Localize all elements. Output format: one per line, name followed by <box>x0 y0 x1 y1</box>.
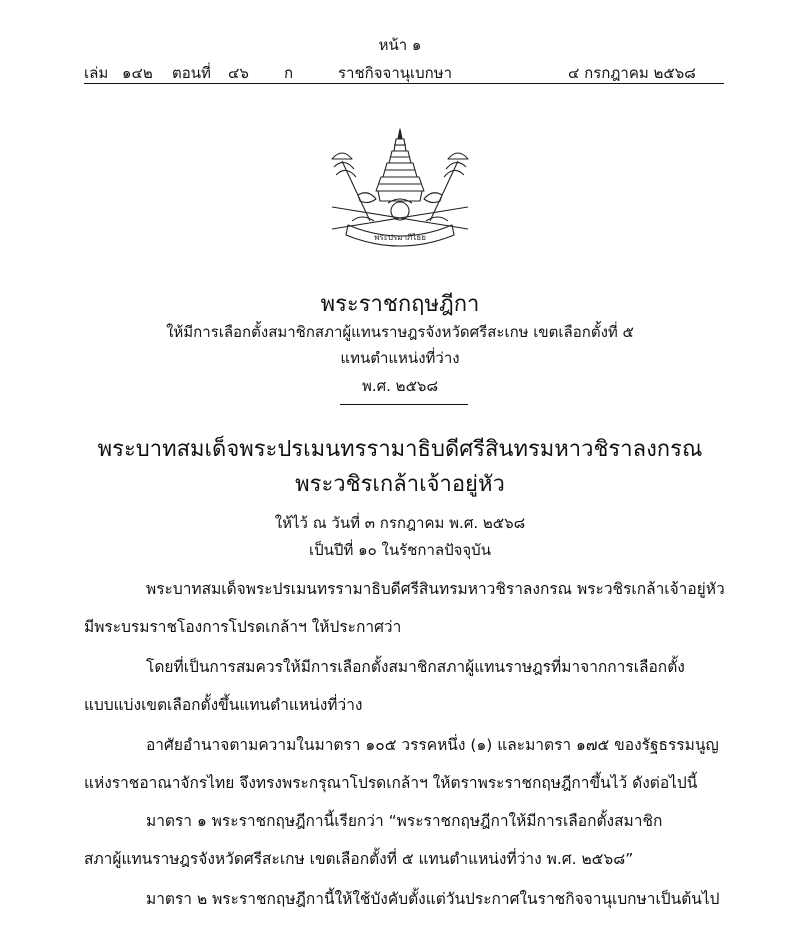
authority-paragraph-line-2: แห่งราชอาณาจักรไทย จึงทรงพระกรุณาโปรดเกล้าฯ ให้ตราพระราชกฤษฎีกาขึ้นไว้ ดังต่อไปนี้ <box>84 774 698 792</box>
volume-label: เล่ม <box>84 64 109 82</box>
section-letter: ก <box>284 64 294 82</box>
decree-title: พระราชกฤษฎีกา <box>320 292 480 317</box>
emblem-ribbon-text: พระปรมาภิไธย <box>374 233 426 242</box>
decree-subtitle-line-1: ให้มีการเลือกตั้งสมาชิกสภาผู้แทนราษฎรจังหวัดศรีสะเกษ เขตเลือกตั้งที่ ๕ <box>166 323 634 341</box>
king-name-line-2: พระวชิรเกล้าเจ้าอยู่หัว <box>295 472 505 497</box>
gazette-name: ราชกิจจานุเบกษา <box>338 64 453 82</box>
reason-paragraph-line-2: แบบแบ่งเขตเลือกตั้งขึ้นแทนตำแหน่งที่ว่าง <box>84 696 363 714</box>
authority-paragraph-line-1: อาศัยอำนาจตามความในมาตรา ๑๐๕ วรรคหนึ่ง (๑) และมาตรา ๑๗๕ ของรัฐธรรมนูญ <box>146 736 719 754</box>
preamble-paragraph-line-1: พระบาทสมเด็จพระปรเมนทรรามาธิบดีศรีสินทรมหาวชิราลงกรณ พระวชิรเกล้าเจ้าอยู่หัว <box>146 580 725 598</box>
decree-subtitle-line-2: แทนตำแหน่งที่ว่าง <box>340 349 460 367</box>
volume-number: ๑๔๒ <box>122 64 153 82</box>
decree-year: พ.ศ. ๒๕๖๘ <box>361 377 439 395</box>
section-number: ๔๖ <box>228 64 249 82</box>
page-number: หน้า ๑ <box>378 36 422 54</box>
reason-paragraph-line-1: โดยที่เป็นการสมควรให้มีการเลือกตั้งสมาชิกสภาผู้แทนราษฎรที่มาจากการเลือกตั้ง <box>146 658 685 676</box>
header-divider <box>84 83 724 84</box>
royal-crown-emblem-icon <box>318 125 482 249</box>
king-name-line-1: พระบาทสมเด็จพระปรเมนทรรามาธิบดีศรีสินทรมหาวชิราลงกรณ <box>97 437 703 462</box>
section-1-line-2: สภาผู้แทนราษฎรจังหวัดศรีสะเกษ เขตเลือกตั้งที่ ๕ แทนตำแหน่งที่ว่าง พ.ศ. ๒๕๖๘” <box>84 850 634 868</box>
reign-year: เป็นปีที่ ๑๐ ในรัชกาลปัจจุบัน <box>309 541 491 559</box>
section-1-line-1: มาตรา ๑ พระราชกฤษฎีกานี้เรียกว่า “พระราชกฤษฎีกาให้มีการเลือกตั้งสมาชิก <box>146 812 663 830</box>
section-2-line-1: มาตรา ๒ พระราชกฤษฎีกานี้ให้ใช้บังคับตั้งแต่วันประกาศในราชกิจจานุเบกษาเป็นต้นไป <box>146 890 720 908</box>
preamble-paragraph-line-2: มีพระบรมราชโองการโปรดเกล้าฯ ให้ประกาศว่า <box>84 618 402 636</box>
title-divider <box>340 404 468 405</box>
section-label: ตอนที่ <box>172 64 211 82</box>
given-date: ให้ไว้ ณ วันที่ ๓ กรกฎาคม พ.ศ. ๒๕๖๘ <box>274 514 526 532</box>
publication-date: ๔ กรกฎาคม ๒๕๖๘ <box>568 64 696 82</box>
